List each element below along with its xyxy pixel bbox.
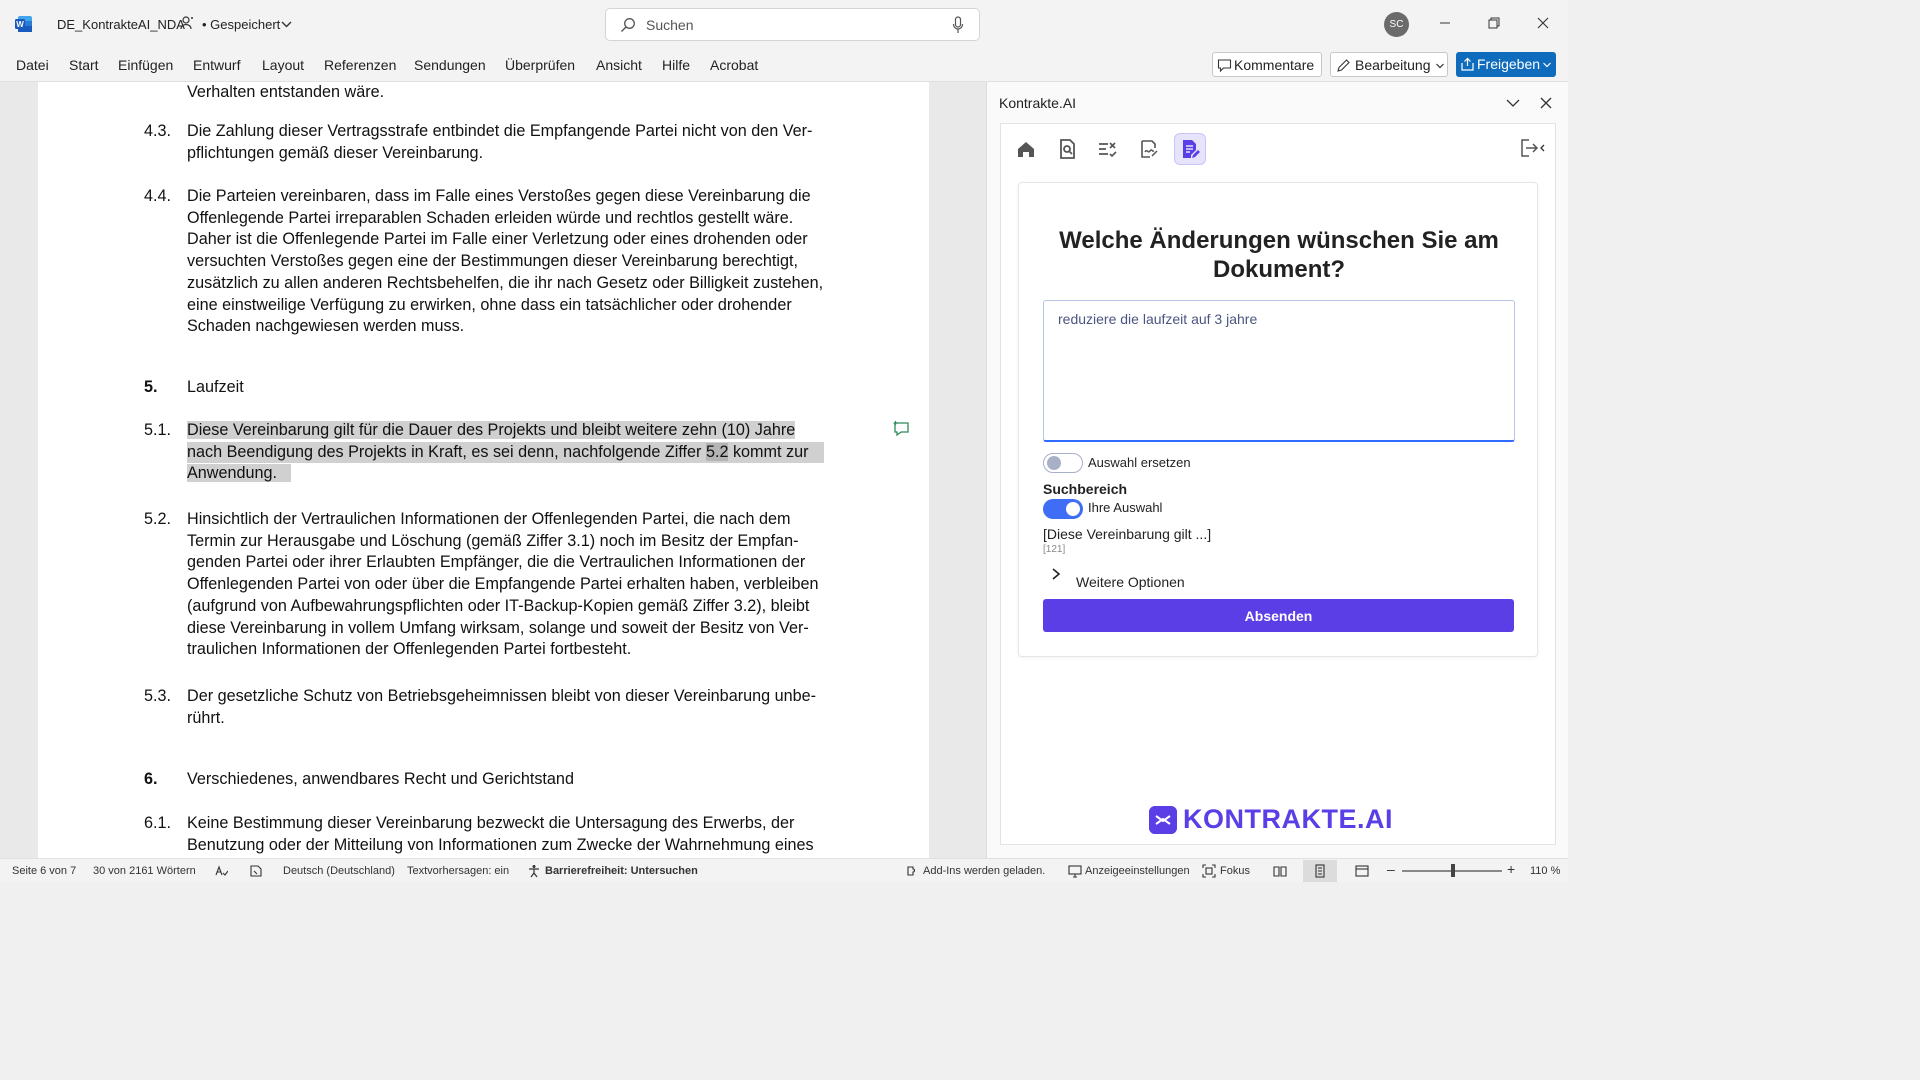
search-input[interactable]	[646, 15, 936, 35]
word-app-icon	[15, 15, 33, 33]
section-number: 5.	[144, 378, 158, 396]
svg-text:W: W	[16, 20, 24, 29]
text-line: pflichtungen gemäß dieser Vereinbarung.	[187, 143, 484, 162]
menu-start[interactable]: Start	[69, 57, 99, 73]
chevron-down-icon[interactable]	[1505, 95, 1521, 111]
ribbon-menu-bar	[0, 48, 1568, 82]
addins-status: Add-Ins werden geladen.	[923, 865, 1046, 877]
section-heading-laufzeit[interactable]: Laufzeit	[187, 378, 244, 396]
text-line: Daher ist die Offenlegende Partei im Falle einer Verletzung oder eines drohenden oder	[187, 230, 808, 249]
menu-datei[interactable]: Datei	[16, 57, 49, 73]
accessibility-check[interactable]: Barrierefreiheit: Untersuchen	[545, 865, 698, 877]
home-button[interactable]	[1010, 133, 1042, 165]
menu-referenzen[interactable]: Referenzen	[324, 57, 397, 73]
clause-number: 4.4.	[144, 187, 172, 205]
text-line: diese Vereinbarung in vollem Umfang wirksam, solange und soweit der Besitz von Ver-	[187, 618, 809, 637]
menu-entwurf[interactable]: Entwurf	[193, 57, 241, 73]
menu-layout[interactable]: Layout	[262, 57, 305, 73]
menu-ueberpruefen[interactable]: Überprüfen	[505, 57, 576, 73]
clause-5-1-selected[interactable]	[187, 420, 824, 485]
card-heading: Welche Änderungen wünschen Sie am Dokument?	[1059, 227, 1499, 283]
checklist-button[interactable]	[1092, 133, 1124, 165]
close-icon[interactable]	[1538, 95, 1554, 111]
pane-title: Kontrakte.AI	[999, 95, 1077, 111]
search-icon	[620, 17, 636, 33]
shared-person-icon[interactable]	[180, 15, 196, 31]
text-line: zusätzlich zu allen anderen Rechtsbehelfen, die ihr nach Gesetz oder Billigkeit zustehen,	[187, 273, 824, 292]
microphone-icon[interactable]	[952, 16, 964, 34]
text-line: eine einstweilige Verfügung zu erwirken, ohne dass ein tatsächlicher oder drohender	[187, 295, 792, 314]
close-icon[interactable]	[1532, 12, 1554, 34]
title-bar	[0, 0, 1568, 48]
text-line: Offenlegende Partei irreparablen Schaden erleiden würde und rechtlos gestellt wäre.	[187, 208, 794, 227]
share-button[interactable]	[1456, 52, 1556, 77]
selected-text: kommt zur	[728, 442, 809, 461]
web-layout-icon[interactable]	[1355, 864, 1369, 878]
text-line: Hinsichtlich der Vertraulichen Informationen der Offenlegenden Partei, die nach dem	[187, 510, 791, 528]
text-predictions[interactable]: Textvorhersagen: ein	[407, 865, 510, 877]
language[interactable]: Deutsch (Deutschland)	[283, 865, 395, 877]
proofing-icon[interactable]	[214, 864, 228, 878]
clause-number: 4.3.	[144, 122, 172, 140]
selected-text: Diese Vereinbarung gilt für die Dauer des Projekts und bleibt weitere zehn (10) Jahre	[187, 421, 796, 439]
signature-button[interactable]	[1133, 133, 1165, 165]
addin-task-pane	[986, 82, 1568, 858]
selection-preview: [Diese Vereinbarung gilt ...]	[1043, 526, 1212, 542]
share-label: Freigeben	[1477, 56, 1541, 72]
selection-char-count: [121]	[1043, 544, 1066, 555]
menu-hilfe[interactable]: Hilfe	[662, 57, 691, 73]
chevron-down-icon[interactable]	[281, 19, 292, 30]
text-line: rührt.	[187, 708, 225, 727]
comments-button[interactable]	[1212, 52, 1322, 77]
chevron-right-icon[interactable]	[1050, 567, 1062, 581]
text-line: Keine Bestimmung dieser Vereinbarung bezweckt die Untersagung des Erwerbs, der	[187, 814, 795, 832]
clause-5-2[interactable]	[187, 509, 824, 661]
print-layout-icon	[1313, 864, 1327, 878]
restore-icon[interactable]	[1483, 12, 1505, 34]
addins-icon	[905, 864, 919, 878]
home-icon	[1016, 139, 1036, 159]
replace-selection-label: Auswahl ersetzen	[1088, 455, 1191, 470]
chevron-down-icon	[1542, 60, 1552, 70]
add-comment-icon[interactable]	[893, 420, 911, 438]
search-scope-title: Suchbereich	[1043, 481, 1128, 497]
clause-4-4[interactable]	[187, 186, 824, 338]
checklist-icon	[1098, 139, 1118, 159]
display-settings[interactable]: Anzeigeeinstellungen	[1085, 865, 1190, 877]
review-button[interactable]	[1051, 133, 1083, 165]
menu-acrobat[interactable]: Acrobat	[710, 57, 759, 73]
print-layout-button[interactable]	[1303, 860, 1337, 882]
submit-button[interactable]: Absenden	[1043, 599, 1514, 632]
your-selection-toggle[interactable]	[1043, 499, 1083, 519]
read-mode-book-icon[interactable]	[249, 864, 263, 878]
kontrakte-logo-icon	[1149, 806, 1177, 834]
collapse-pane-icon[interactable]	[1519, 137, 1547, 159]
clause-number: 5.1.	[144, 421, 172, 439]
text-line: Die Parteien vereinbaren, dass im Falle eines Verstoßes gegen diese Vereinbarung die	[187, 187, 811, 205]
section-number: 6.	[144, 770, 158, 788]
text-line: genden Partei oder ihrer Erlaubten Empfänger, die die Vertraulichen Informationen der	[187, 553, 806, 572]
user-avatar[interactable]: SC	[1384, 12, 1409, 37]
zoom-slider-thumb[interactable]	[1451, 864, 1455, 877]
menu-ansicht[interactable]: Ansicht	[596, 57, 642, 73]
comments-label: Kommentare	[1234, 57, 1315, 73]
zoom-level[interactable]: 110 %	[1530, 865, 1561, 877]
text-line: Die Zahlung dieser Vertragsstrafe entbindet die Empfangende Partei nicht von den Ver-	[187, 122, 813, 140]
addin-content	[1000, 123, 1556, 845]
selected-text: Anwendung.	[187, 464, 291, 482]
selected-text: nach Beendigung des Projekts in Kraft, es sei denn, nachfolgende Ziffer	[187, 442, 706, 461]
signature-icon	[1139, 139, 1159, 159]
clause-number: 5.3.	[144, 687, 172, 705]
replace-selection-toggle[interactable]	[1043, 453, 1083, 473]
accessibility-icon	[527, 864, 541, 878]
pencil-icon	[1336, 58, 1351, 73]
clause-4-3[interactable]	[187, 121, 824, 164]
text-line: Schaden nachgewiesen werden muss.	[187, 317, 465, 336]
edit-document-icon	[1180, 139, 1200, 159]
minimize-icon[interactable]	[1434, 12, 1456, 34]
chevron-down-icon	[1435, 61, 1445, 71]
word-count[interactable]: 30 von 2161 Wörtern	[93, 865, 196, 877]
editing-mode-label: Bearbeitung	[1355, 57, 1431, 73]
focus-icon	[1202, 864, 1216, 878]
read-mode-icon[interactable]	[1273, 864, 1287, 878]
your-selection-label: Ihre Auswahl	[1088, 500, 1163, 515]
page-count[interactable]: Seite 6 von 7	[12, 865, 77, 877]
save-status[interactable]: • Gespeichert	[202, 17, 281, 32]
more-options-toggle[interactable]: Weitere Optionen	[1076, 574, 1185, 590]
document-canvas[interactable]	[0, 82, 986, 858]
change-request-input[interactable]	[1043, 300, 1515, 442]
text-line: versuchten Verstoßes gegen eine der Bestimmungen dieser Vereinbarung berechtigt,	[187, 252, 798, 271]
clause-5-3[interactable]	[187, 686, 824, 729]
zoom-in-button[interactable]: +	[1507, 861, 1516, 877]
text-line: Termin zur Herausgabe und Löschung (gemäß Ziffer 3.1) noch im Besitz der Empfan-	[187, 531, 799, 550]
text-line: (aufgrund von Aufbewahrungspflichten oder IT-Backup-Kopien gemäß Ziffer 3.2), bleibt	[187, 596, 810, 615]
change-request-card	[1018, 182, 1538, 657]
document-title[interactable]: DE_KontrakteAI_NDA	[57, 17, 185, 32]
status-bar	[0, 858, 1568, 882]
section-heading-verschiedenes[interactable]: Verschiedenes, anwendbares Recht und Gerichtstand	[187, 770, 574, 788]
text-line: Der gesetzliche Schutz von Betriebsgeheimnissen bleibt von dieser Vereinbarung unbe-	[187, 687, 816, 705]
zoom-out-button[interactable]: –	[1387, 861, 1395, 877]
paragraph-fragment[interactable]: Verhalten entstanden wäre.	[187, 83, 385, 101]
search-box[interactable]	[605, 8, 980, 41]
cross-reference[interactable]: 5.2	[705, 442, 729, 461]
clause-number: 6.1.	[144, 814, 172, 832]
text-line: traulichen Informationen der Offenlegenden Partei fortbesteht.	[187, 640, 632, 659]
edit-document-button[interactable]	[1174, 133, 1206, 165]
comment-icon	[1217, 58, 1232, 73]
editing-mode-button[interactable]	[1330, 52, 1448, 77]
document-search-icon	[1057, 139, 1077, 159]
brand-wordmark: KONTRAKTE.AI	[1183, 804, 1393, 834]
share-icon	[1460, 57, 1475, 72]
clause-number: 5.2.	[144, 510, 172, 528]
display-settings-icon	[1068, 864, 1082, 878]
menu-sendungen[interactable]: Sendungen	[414, 57, 486, 73]
focus-mode[interactable]: Fokus	[1220, 865, 1250, 877]
text-line: Benutzung oder der Mitteilung von Informationen zum Zwecke der Wahrnehmung eines	[187, 835, 814, 854]
clause-6-1[interactable]	[187, 813, 824, 856]
text-line: Offenlegenden Partei von oder über die Empfangende Partei erhalten haben, verbleiben	[187, 575, 819, 594]
menu-einfuegen[interactable]: Einfügen	[118, 57, 174, 73]
